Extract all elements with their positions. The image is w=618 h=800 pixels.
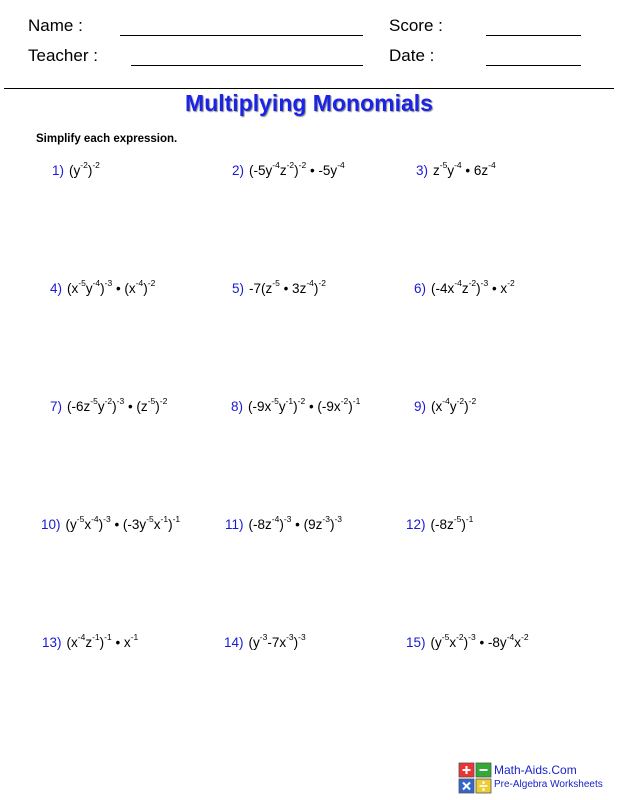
problem-8 <box>231 396 361 414</box>
problem-7 <box>50 396 168 414</box>
problem-number: 11) <box>225 517 244 532</box>
problem-1 <box>52 160 100 178</box>
score-label: Score : <box>389 16 443 35</box>
problem-expression: $(-4x^{-4}z^{-2})^{-3}$ • $x^{-2}$ <box>431 278 515 296</box>
problem-number: 10) <box>41 517 61 532</box>
teacher-line[interactable] <box>131 65 363 66</box>
problem-number: 9) <box>414 399 427 414</box>
problem-number: 3) <box>416 163 429 178</box>
problem-expression: $(y^{-2})^{-2}$ <box>69 160 100 178</box>
problem-number: 8) <box>231 399 244 414</box>
header-divider <box>4 88 614 89</box>
problem-number: 1) <box>52 163 65 178</box>
problem-number: 14) <box>224 635 244 650</box>
footer-brand[interactable]: Math-Aids.Com <box>494 763 577 777</box>
problem-expression: $(-8z^{-5})^{-1}$ <box>430 514 474 532</box>
problem-14 <box>224 632 306 650</box>
teacher-label: Teacher : <box>28 46 98 65</box>
name-label: Name : <box>28 16 83 35</box>
name-line[interactable] <box>120 35 363 36</box>
problem-expression: $(x^{-4}y^{-2})^{-2}$ <box>431 396 477 414</box>
problem-number: 5) <box>232 281 245 296</box>
problem-12 <box>406 514 474 532</box>
problem-number: 13) <box>42 635 62 650</box>
score-line[interactable] <box>486 35 581 36</box>
problem-number: 6) <box>414 281 427 296</box>
problem-number: 2) <box>232 163 245 178</box>
problem-expression: $(-6z^{-5}y^{-2})^{-3}$ • $(z^{-5})^{-2}$ <box>67 396 168 414</box>
problem-9 <box>414 396 477 414</box>
problem-expression: $(x^{-5}y^{-4})^{-3}$ • $(x^{-4})^{-2}$ <box>67 278 156 296</box>
problem-expression: $(x^{-4}z^{-1})^{-1}$ • $x^{-1}$ <box>66 632 139 650</box>
problem-expression: $-7(z^{-5}$ • $3z^{-4})^{-2}$ <box>249 278 326 296</box>
problem-number: 12) <box>406 517 426 532</box>
date-label: Date : <box>389 46 435 65</box>
date-line[interactable] <box>486 65 581 66</box>
problem-expression: $(-9x^{-5}y^{-1})^{-2}$ • $(-9x^{-2})^{-1}$ <box>248 396 361 414</box>
problem-expression: $(y^{-5}x^{-2})^{-3}$ • $-8y^{-4}x^{-2}$ <box>430 632 529 650</box>
problem-expression: $(-5y^{-4}z^{-2})^{-2}$ • $-5y^{-4}$ <box>249 160 345 178</box>
problem-expression: $z^{-5}y^{-4}$ • $6z^{-4}$ <box>433 160 496 178</box>
problem-15 <box>406 632 529 650</box>
problem-3 <box>416 160 496 178</box>
problem-number: 7) <box>50 399 63 414</box>
problem-expression: $(y^{-5}x^{-4})^{-3}$ • $(-3y^{-5}x^{-1})^{-1}$ <box>65 514 181 532</box>
problem-2 <box>232 160 345 178</box>
problem-number: 4) <box>50 281 63 296</box>
footer-subtitle: Pre-Algebra Worksheets <box>494 779 603 790</box>
instructions: Simplify each expression. <box>36 133 178 145</box>
worksheet-title: Multiplying Monomials <box>185 90 433 116</box>
problem-13 <box>42 632 139 650</box>
problem-11 <box>225 514 342 532</box>
problem-number: 15) <box>406 635 426 650</box>
math-aids-logo-icon <box>458 762 492 794</box>
problem-6 <box>414 278 515 296</box>
problem-expression: $(y^{-3}-7x^{-3})^{-3}$ <box>248 632 306 650</box>
problem-expression: $(-8z^{-4})^{-3}$ • $(9z^{-3})^{-3}$ <box>248 514 342 532</box>
problem-5 <box>232 278 326 296</box>
problem-4 <box>50 278 156 296</box>
problem-10 <box>41 514 181 532</box>
